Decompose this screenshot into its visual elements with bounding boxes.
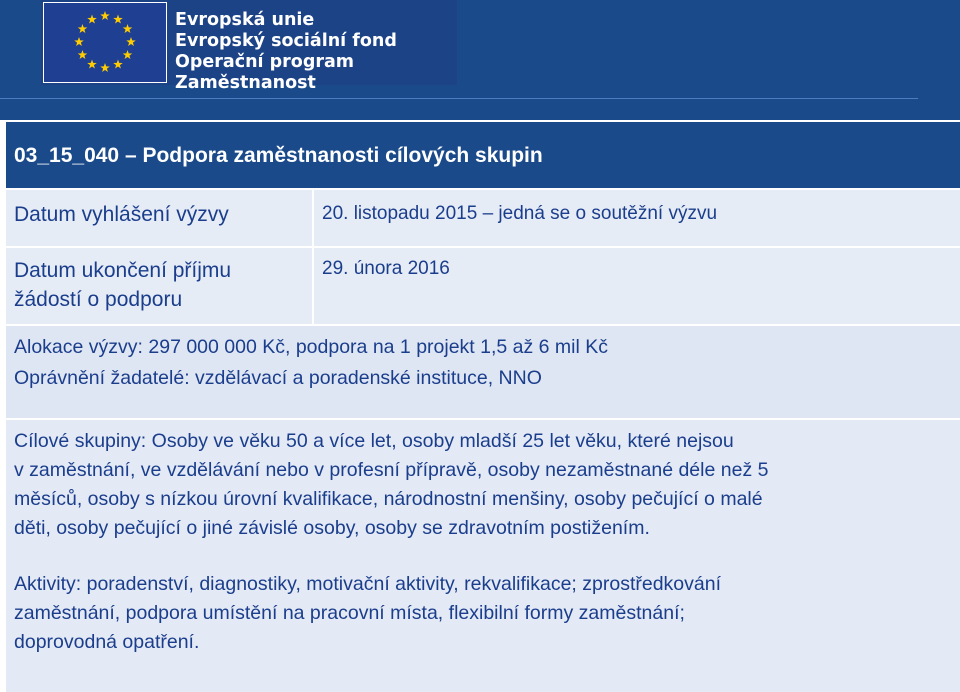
content-block: [6, 420, 960, 692]
deadline-row: [6, 248, 960, 324]
deadline-value: 29. února 2016: [322, 258, 450, 279]
eligible-label: Oprávnění žadatelé:: [14, 367, 190, 389]
targets-line-4: děti, osoby pečující o jiné závislé osoby, osoby se zdravotním postižením.: [14, 517, 650, 539]
flag-star: [100, 63, 110, 72]
logo-line-op: Operační program Zaměstnanost: [175, 52, 355, 93]
allocation-label: Alokace výzvy:: [14, 336, 143, 358]
flag-star: [78, 50, 88, 59]
activities-line-2: zaměstnání, podpora umístění na pracovní místa, flexibilní formy zaměstnání;: [14, 602, 685, 624]
logo-text: [175, 10, 457, 94]
allocation-line: [14, 332, 954, 362]
page-title: 03_15_040 – Podpora zaměstnanosti cílových skupin: [6, 122, 960, 188]
targets-line-3: měsíců, osoby s nízkou úrovní kvalifikace, národnostní menšiny, osoby pečující o malé: [14, 488, 763, 510]
logo-line-eu: Evropská unie: [175, 10, 315, 30]
flag-star: [87, 60, 97, 69]
flag-star: [87, 14, 97, 23]
activities-text-1: poradenství, diagnostiky, motivační aktivity, rekvalifikace; zprostředkování: [81, 573, 721, 595]
targets-line-2: v zaměstnání, ve vzdělávání nebo v profesní přípravě, osoby nezaměstnané déle než 5: [14, 459, 769, 481]
flag-star: [113, 14, 123, 23]
eu-flag-icon: [43, 2, 167, 83]
flag-star: [74, 37, 84, 46]
announce-label: Datum vyhlášení výzvy: [14, 203, 229, 226]
flag-star: [100, 11, 110, 20]
flag-star: [123, 50, 133, 59]
announce-value: 20. listopadu 2015 – jedná se o soutěžní výzvu: [322, 203, 718, 224]
targets-label: Cílové skupiny:: [14, 430, 147, 452]
activities-line-3: doprovodná opatření.: [14, 631, 200, 653]
targets-text-1: Osoby ve věku 50 a více let, osoby mladší 25 let věku, které nejsou: [146, 430, 734, 452]
eligible-value: vzdělávací a poradenské instituce, NNO: [189, 367, 542, 389]
deadline-label-1: Datum ukončení příjmu: [14, 259, 232, 282]
targets-line-1: [14, 426, 954, 456]
allocation-value: 297 000 000 Kč, podpora na 1 projekt 1,5 až 6 mil Kč: [142, 336, 609, 358]
deadline-label-2: žádostí o podporu: [14, 288, 183, 311]
header-divider: [0, 98, 918, 99]
announce-row: [6, 190, 960, 246]
call-info-table: [6, 122, 960, 692]
header-banner: [0, 0, 960, 120]
flag-star: [78, 24, 88, 33]
allocation-block: [6, 326, 960, 418]
column-divider: [312, 188, 314, 324]
activities-label: Aktivity:: [14, 573, 82, 595]
esf-logo: [41, 0, 457, 93]
flag-star: [126, 37, 136, 46]
activities-line-1: [14, 569, 954, 599]
logo-line-esf: Evropský sociální fond: [175, 31, 397, 51]
eligible-line: [14, 363, 954, 393]
flag-star: [123, 24, 133, 33]
flag-star: [113, 60, 123, 69]
